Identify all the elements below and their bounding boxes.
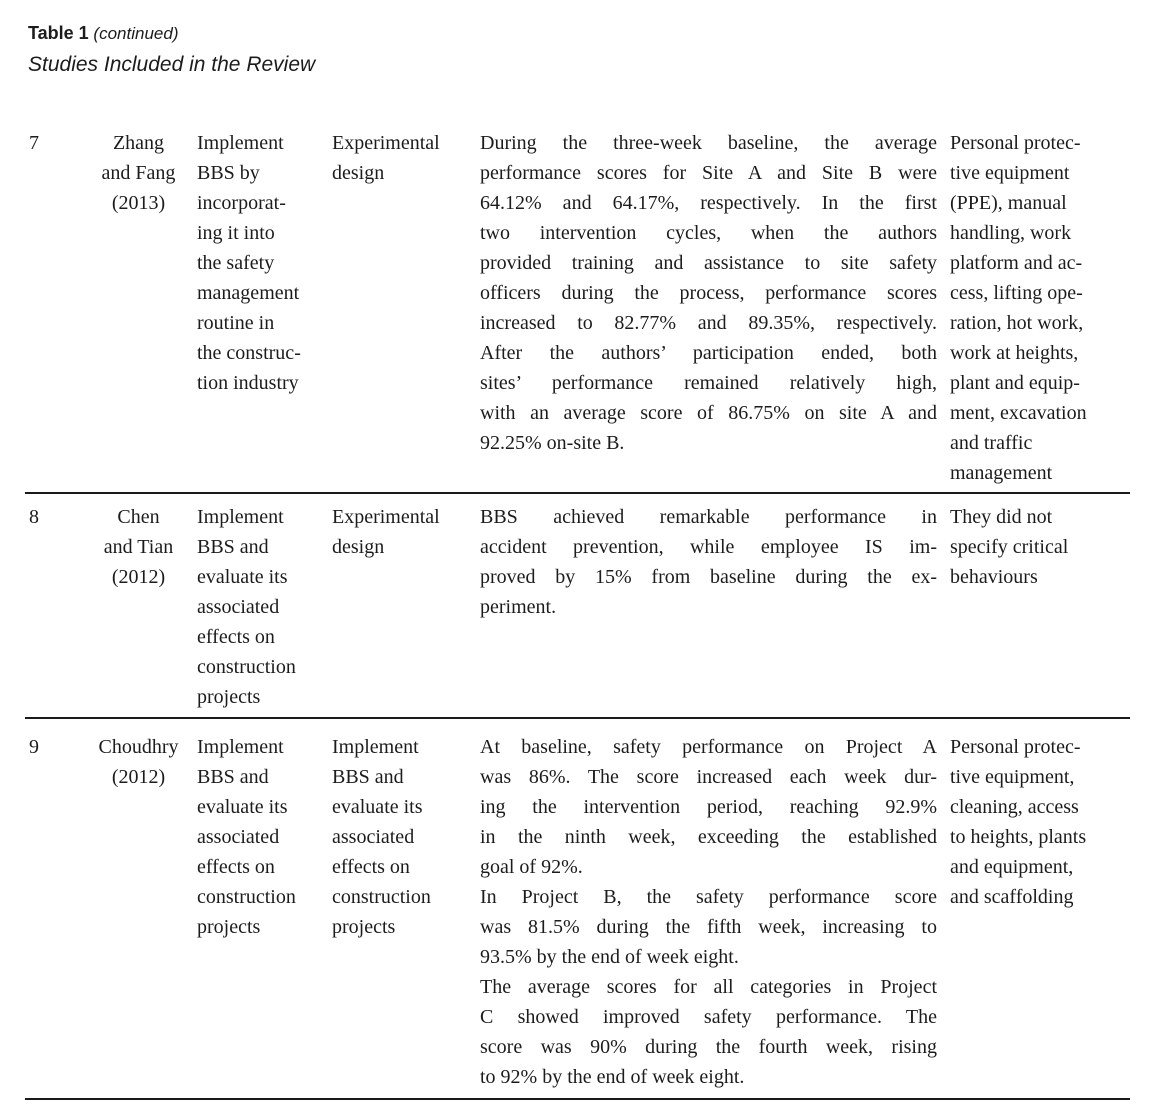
text-line: tive equipment bbox=[950, 162, 1070, 184]
text-line: evaluate its bbox=[197, 566, 288, 588]
cell-number bbox=[25, 502, 80, 712]
text-line: Chen bbox=[117, 506, 160, 528]
text-line: the construc- bbox=[197, 342, 301, 364]
text-line: Experimental bbox=[332, 506, 440, 528]
table-caption bbox=[28, 20, 1158, 79]
text-line: associated bbox=[197, 826, 280, 848]
text-line: Implement bbox=[197, 736, 284, 758]
table-row bbox=[25, 494, 1130, 719]
text-line: and Fang bbox=[101, 162, 176, 184]
text-line: incorporat- bbox=[197, 192, 286, 214]
text-line: routine in bbox=[197, 312, 275, 334]
cell-design bbox=[332, 732, 480, 1092]
text-line: associated bbox=[197, 596, 280, 618]
text-line: effects on bbox=[332, 856, 410, 878]
text-line: projects bbox=[197, 916, 261, 938]
cell-aim bbox=[197, 502, 332, 712]
text-line: effects on bbox=[197, 856, 275, 878]
text-line: management bbox=[197, 282, 300, 304]
cell-results bbox=[480, 128, 937, 488]
text-line: tion industry bbox=[197, 372, 299, 394]
text-line: to heights, plants bbox=[950, 826, 1087, 848]
cell-authors bbox=[80, 502, 197, 712]
studies-table bbox=[25, 125, 1130, 1100]
text-line: After the authors’ participation ended, both bbox=[480, 342, 937, 364]
cell-behaviours bbox=[950, 502, 1130, 712]
text-line: evaluate its bbox=[197, 796, 288, 818]
text-line: tive equipment, bbox=[950, 766, 1075, 788]
cell-authors bbox=[80, 732, 197, 1092]
text-line: construction bbox=[197, 886, 296, 908]
paper-page bbox=[0, 20, 1158, 1110]
cell-results bbox=[480, 502, 937, 712]
table-row bbox=[25, 719, 1130, 1100]
table-number-label: Table 1 bbox=[28, 23, 89, 43]
text-line: cess, lifting ope- bbox=[950, 282, 1083, 304]
text-line: (2012) bbox=[111, 566, 166, 588]
text-line: behaviours bbox=[950, 566, 1038, 588]
text-line: Experimental bbox=[332, 132, 440, 154]
text-line: ration, hot work, bbox=[950, 312, 1084, 334]
text-line: associated bbox=[332, 826, 415, 848]
study-number: 7 bbox=[29, 132, 39, 154]
text-line: and Tian bbox=[103, 536, 174, 558]
text-line: goal of 92%. bbox=[480, 856, 583, 878]
text-line: and equipment, bbox=[950, 856, 1074, 878]
text-line: management bbox=[950, 462, 1053, 484]
text-line: BBS and bbox=[332, 766, 404, 788]
table-row bbox=[25, 125, 1130, 494]
text-line: performance scores for Site A and Site B were bbox=[480, 162, 937, 184]
text-line: projects bbox=[197, 686, 261, 708]
text-line: construction bbox=[332, 886, 431, 908]
text-line: specify critical bbox=[950, 536, 1069, 558]
text-line: in the ninth week, exceeding the established bbox=[480, 826, 937, 848]
text-line: 92.25% on-site B. bbox=[480, 432, 625, 454]
cell-behaviours bbox=[950, 732, 1130, 1092]
cell-behaviours bbox=[950, 128, 1130, 488]
table-continued-label: (continued) bbox=[88, 24, 179, 43]
text-line: (PPE), manual bbox=[950, 192, 1067, 214]
text-line: effects on bbox=[197, 626, 275, 648]
text-line: Implement bbox=[197, 132, 284, 154]
text-line: construction bbox=[197, 656, 296, 678]
cell-number bbox=[25, 732, 80, 1092]
text-line: In Project B, the safety performance score bbox=[480, 886, 937, 908]
text-line: The average scores for all categories in Project bbox=[480, 976, 937, 998]
text-line: design bbox=[332, 162, 385, 184]
table-title bbox=[28, 20, 1158, 47]
text-line: ment, excavation bbox=[950, 402, 1087, 424]
cell-design bbox=[332, 128, 480, 488]
text-line: ing it into bbox=[197, 222, 275, 244]
cell-aim bbox=[197, 128, 332, 488]
text-line: work at heights, bbox=[950, 342, 1079, 364]
text-line: and traffic bbox=[950, 432, 1033, 454]
text-line: to 92% by the end of week eight. bbox=[480, 1066, 745, 1088]
text-line: with an average score of 86.75% on site A and bbox=[480, 402, 937, 424]
text-line: Implement bbox=[332, 736, 419, 758]
cell-results bbox=[480, 732, 937, 1092]
text-line: was 86%. The score increased each week dur- bbox=[480, 766, 937, 788]
text-line: cleaning, access bbox=[950, 796, 1079, 818]
text-line: officers during the process, performance scores bbox=[480, 282, 937, 304]
text-line: Personal protec- bbox=[950, 132, 1081, 154]
text-line: and scaffolding bbox=[950, 886, 1074, 908]
text-line: was 81.5% during the fifth week, increasing to bbox=[480, 916, 937, 938]
text-line: Implement bbox=[197, 506, 284, 528]
text-line: accident prevention, while employee IS im- bbox=[480, 536, 937, 558]
text-line: 64.12% and 64.17%, respectively. In the first bbox=[480, 192, 937, 214]
text-line: Personal protec- bbox=[950, 736, 1081, 758]
cell-authors bbox=[80, 128, 197, 488]
text-line: plant and equip- bbox=[950, 372, 1080, 394]
text-line: At baseline, safety performance on Project A bbox=[480, 736, 937, 758]
text-line: (2013) bbox=[111, 192, 166, 214]
study-number: 8 bbox=[29, 506, 39, 528]
text-line: They did not bbox=[950, 506, 1053, 528]
text-line: ing the intervention period, reaching 92.9% bbox=[480, 796, 937, 818]
text-line: BBS and bbox=[197, 766, 269, 788]
text-line: design bbox=[332, 536, 385, 558]
study-number: 9 bbox=[29, 736, 39, 758]
text-line: two intervention cycles, when the authors bbox=[480, 222, 937, 244]
text-line: the safety bbox=[197, 252, 275, 274]
text-line: BBS achieved remarkable performance in bbox=[480, 506, 937, 528]
table-subtitle: Studies Included in the Review bbox=[28, 53, 316, 76]
text-line: platform and ac- bbox=[950, 252, 1083, 274]
text-line: BBS and bbox=[197, 536, 269, 558]
text-line: proved by 15% from baseline during the ex- bbox=[480, 566, 937, 588]
text-line: score was 90% during the fourth week, rising bbox=[480, 1036, 937, 1058]
text-line: evaluate its bbox=[332, 796, 423, 818]
text-line: C showed improved safety performance. The bbox=[480, 1006, 937, 1028]
text-line: Zhang bbox=[112, 132, 165, 154]
cell-number bbox=[25, 128, 80, 488]
text-line: provided training and assistance to site safety bbox=[480, 252, 937, 274]
text-line: periment. bbox=[480, 596, 557, 618]
text-line: increased to 82.77% and 89.35%, respectively. bbox=[480, 312, 937, 334]
text-line: Choudhry bbox=[98, 736, 179, 758]
text-line: handling, work bbox=[950, 222, 1072, 244]
text-line: (2012) bbox=[111, 766, 166, 788]
text-line: BBS by bbox=[197, 162, 260, 184]
cell-design bbox=[332, 502, 480, 712]
cell-aim bbox=[197, 732, 332, 1092]
text-line: During the three-week baseline, the average bbox=[480, 132, 937, 154]
text-line: sites’ performance remained relatively high, bbox=[480, 372, 937, 394]
text-line: projects bbox=[332, 916, 396, 938]
text-line: 93.5% by the end of week eight. bbox=[480, 946, 739, 968]
